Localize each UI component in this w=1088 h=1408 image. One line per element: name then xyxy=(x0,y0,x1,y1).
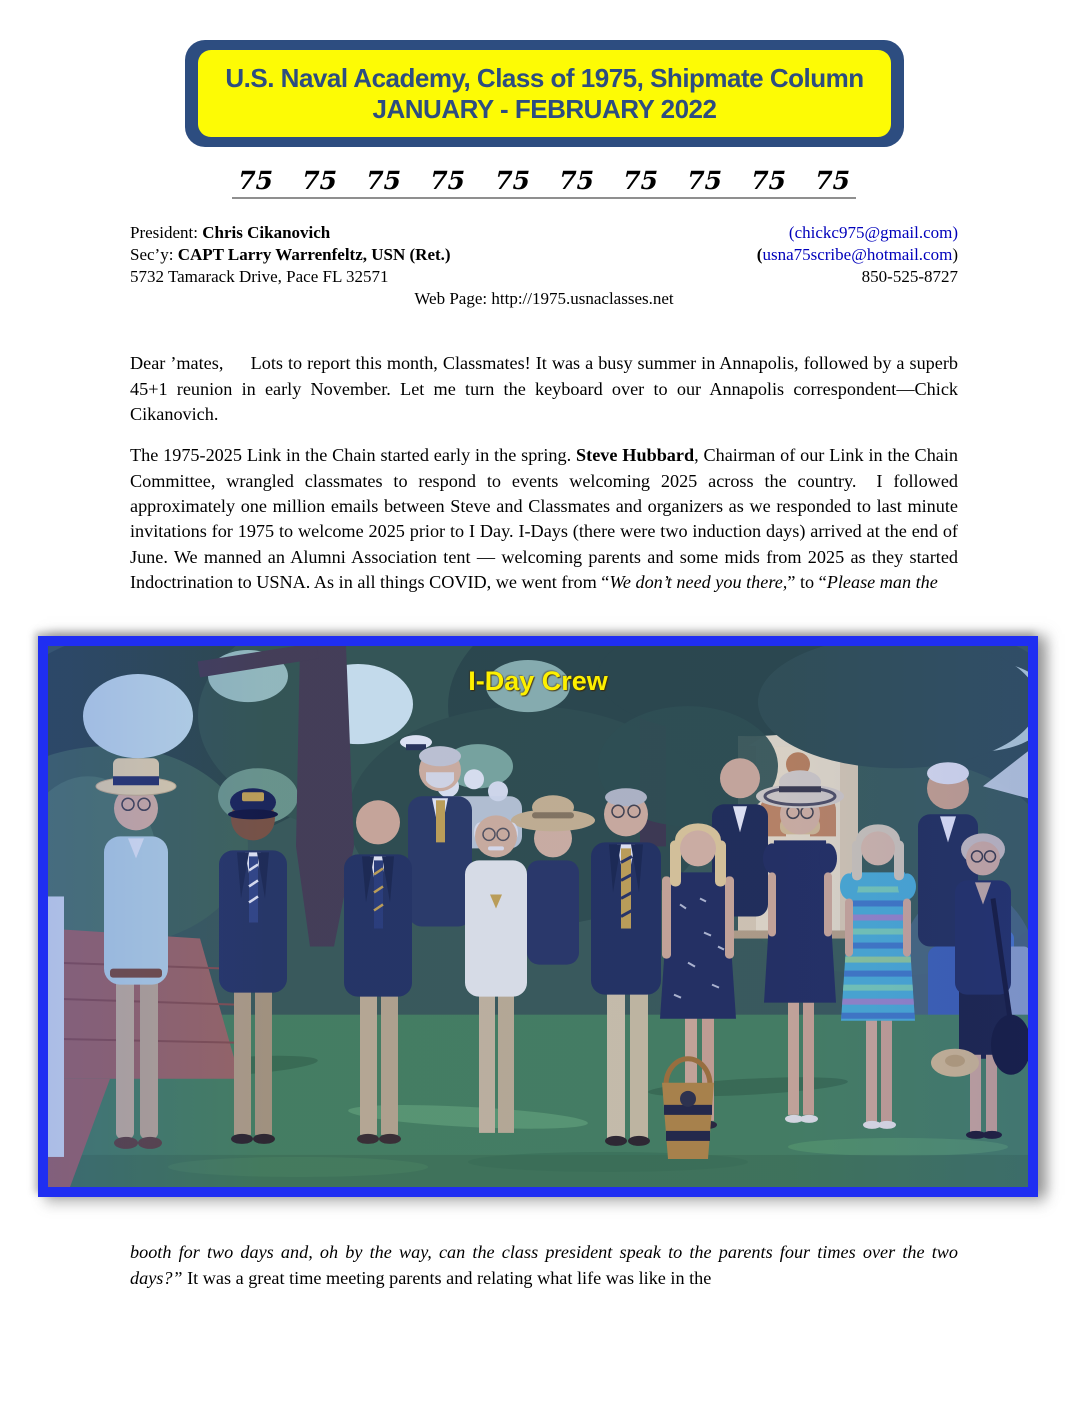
secretary-name: CAPT Larry Warrenfeltz, USN (Ret.) xyxy=(177,245,451,264)
banner-title-line1: U.S. Naval Academy, Class of 1975, Shipmate Column xyxy=(225,63,864,93)
photo-caption: I-Day Crew xyxy=(468,666,608,696)
class-75-mark: 75 xyxy=(555,166,597,195)
contact-row-president xyxy=(130,222,958,244)
iday-group-photo xyxy=(48,646,1028,1187)
webpage-line: Web Page: http://1975.usnaclasses.net xyxy=(414,289,674,308)
class-75-mark: 75 xyxy=(363,166,405,195)
secretary-email-wrap: (usna75scribe@hotmail.com) xyxy=(756,245,958,264)
president-name: Chris Cikanovich xyxy=(202,223,331,242)
class-75-mark: 75 xyxy=(683,166,725,195)
secretary-address: 5732 Tamarack Drive, Pace FL 32571 xyxy=(130,267,389,286)
class-75-mark: 75 xyxy=(235,166,276,195)
contact-row-address xyxy=(130,266,958,288)
iday-photo-frame xyxy=(38,636,1038,1197)
class-75-mark: 75 xyxy=(619,166,661,195)
class-75-mark: 75 xyxy=(748,166,789,195)
class-75-mark: 75 xyxy=(427,166,469,195)
paragraph-continued: booth for two days and, oh by the way, can the class president speak to the parents four times over the two days?” It was a great time meeting parents and relating what life was like in the xyxy=(130,1242,958,1288)
group-photo-illustration xyxy=(48,646,1028,1187)
president-line: President: Chris Cikanovich xyxy=(130,223,331,242)
title-banner xyxy=(185,40,904,147)
paragraph-intro: Dear ’mates, Lots to report this month, Classmates! It was a busy summer in Annapolis, followed by a superb 45+1 reunion in early November. Let me turn the keyboard over to our Annapolis correspondent—Chick Cikanovich. xyxy=(130,353,958,424)
contact-row-secretary xyxy=(130,244,958,266)
class-75-mark: 75 xyxy=(812,166,854,195)
class-75-mark: 75 xyxy=(299,166,341,195)
contact-block xyxy=(130,222,958,310)
class-75-mark: 75 xyxy=(491,166,533,195)
president-email-link[interactable]: (chickc975@gmail.com) xyxy=(788,223,958,242)
title-banner-inner xyxy=(198,50,891,137)
secretary-email-link[interactable]: usna75scribe@hotmail.com xyxy=(762,245,953,264)
secretary-phone: 850-525-8727 xyxy=(861,267,958,286)
secretary-line: Sec’y: CAPT Larry Warrenfeltz, USN (Ret.) xyxy=(130,245,451,264)
tint-overlay-2 xyxy=(48,646,1028,1187)
banner-title-line2: JANUARY - FEBRUARY 2022 xyxy=(372,94,717,124)
paragraph-link-in-chain: The 1975-2025 Link in the Chain started early in the spring. Steve Hubbard, Chairman of our Link in the Chain Committee, wrangled classmates to respond to events welcoming 2025 across the country. I followed approximately one million emails between Steve and Classmates and organizers as we responded to last minute invitations for 1975 to welcome 2025 prior to I Day. I-Days (there were two induction days) arrived at the end of June. We manned an Alumni Association tent — welcoming parents and some mids from 2025 as they started Indoctrination to USNA. As in all things COVID, we went from “We don’t need you there,” to “Please man the xyxy=(130,445,959,593)
class-75-marks-row xyxy=(232,168,856,199)
